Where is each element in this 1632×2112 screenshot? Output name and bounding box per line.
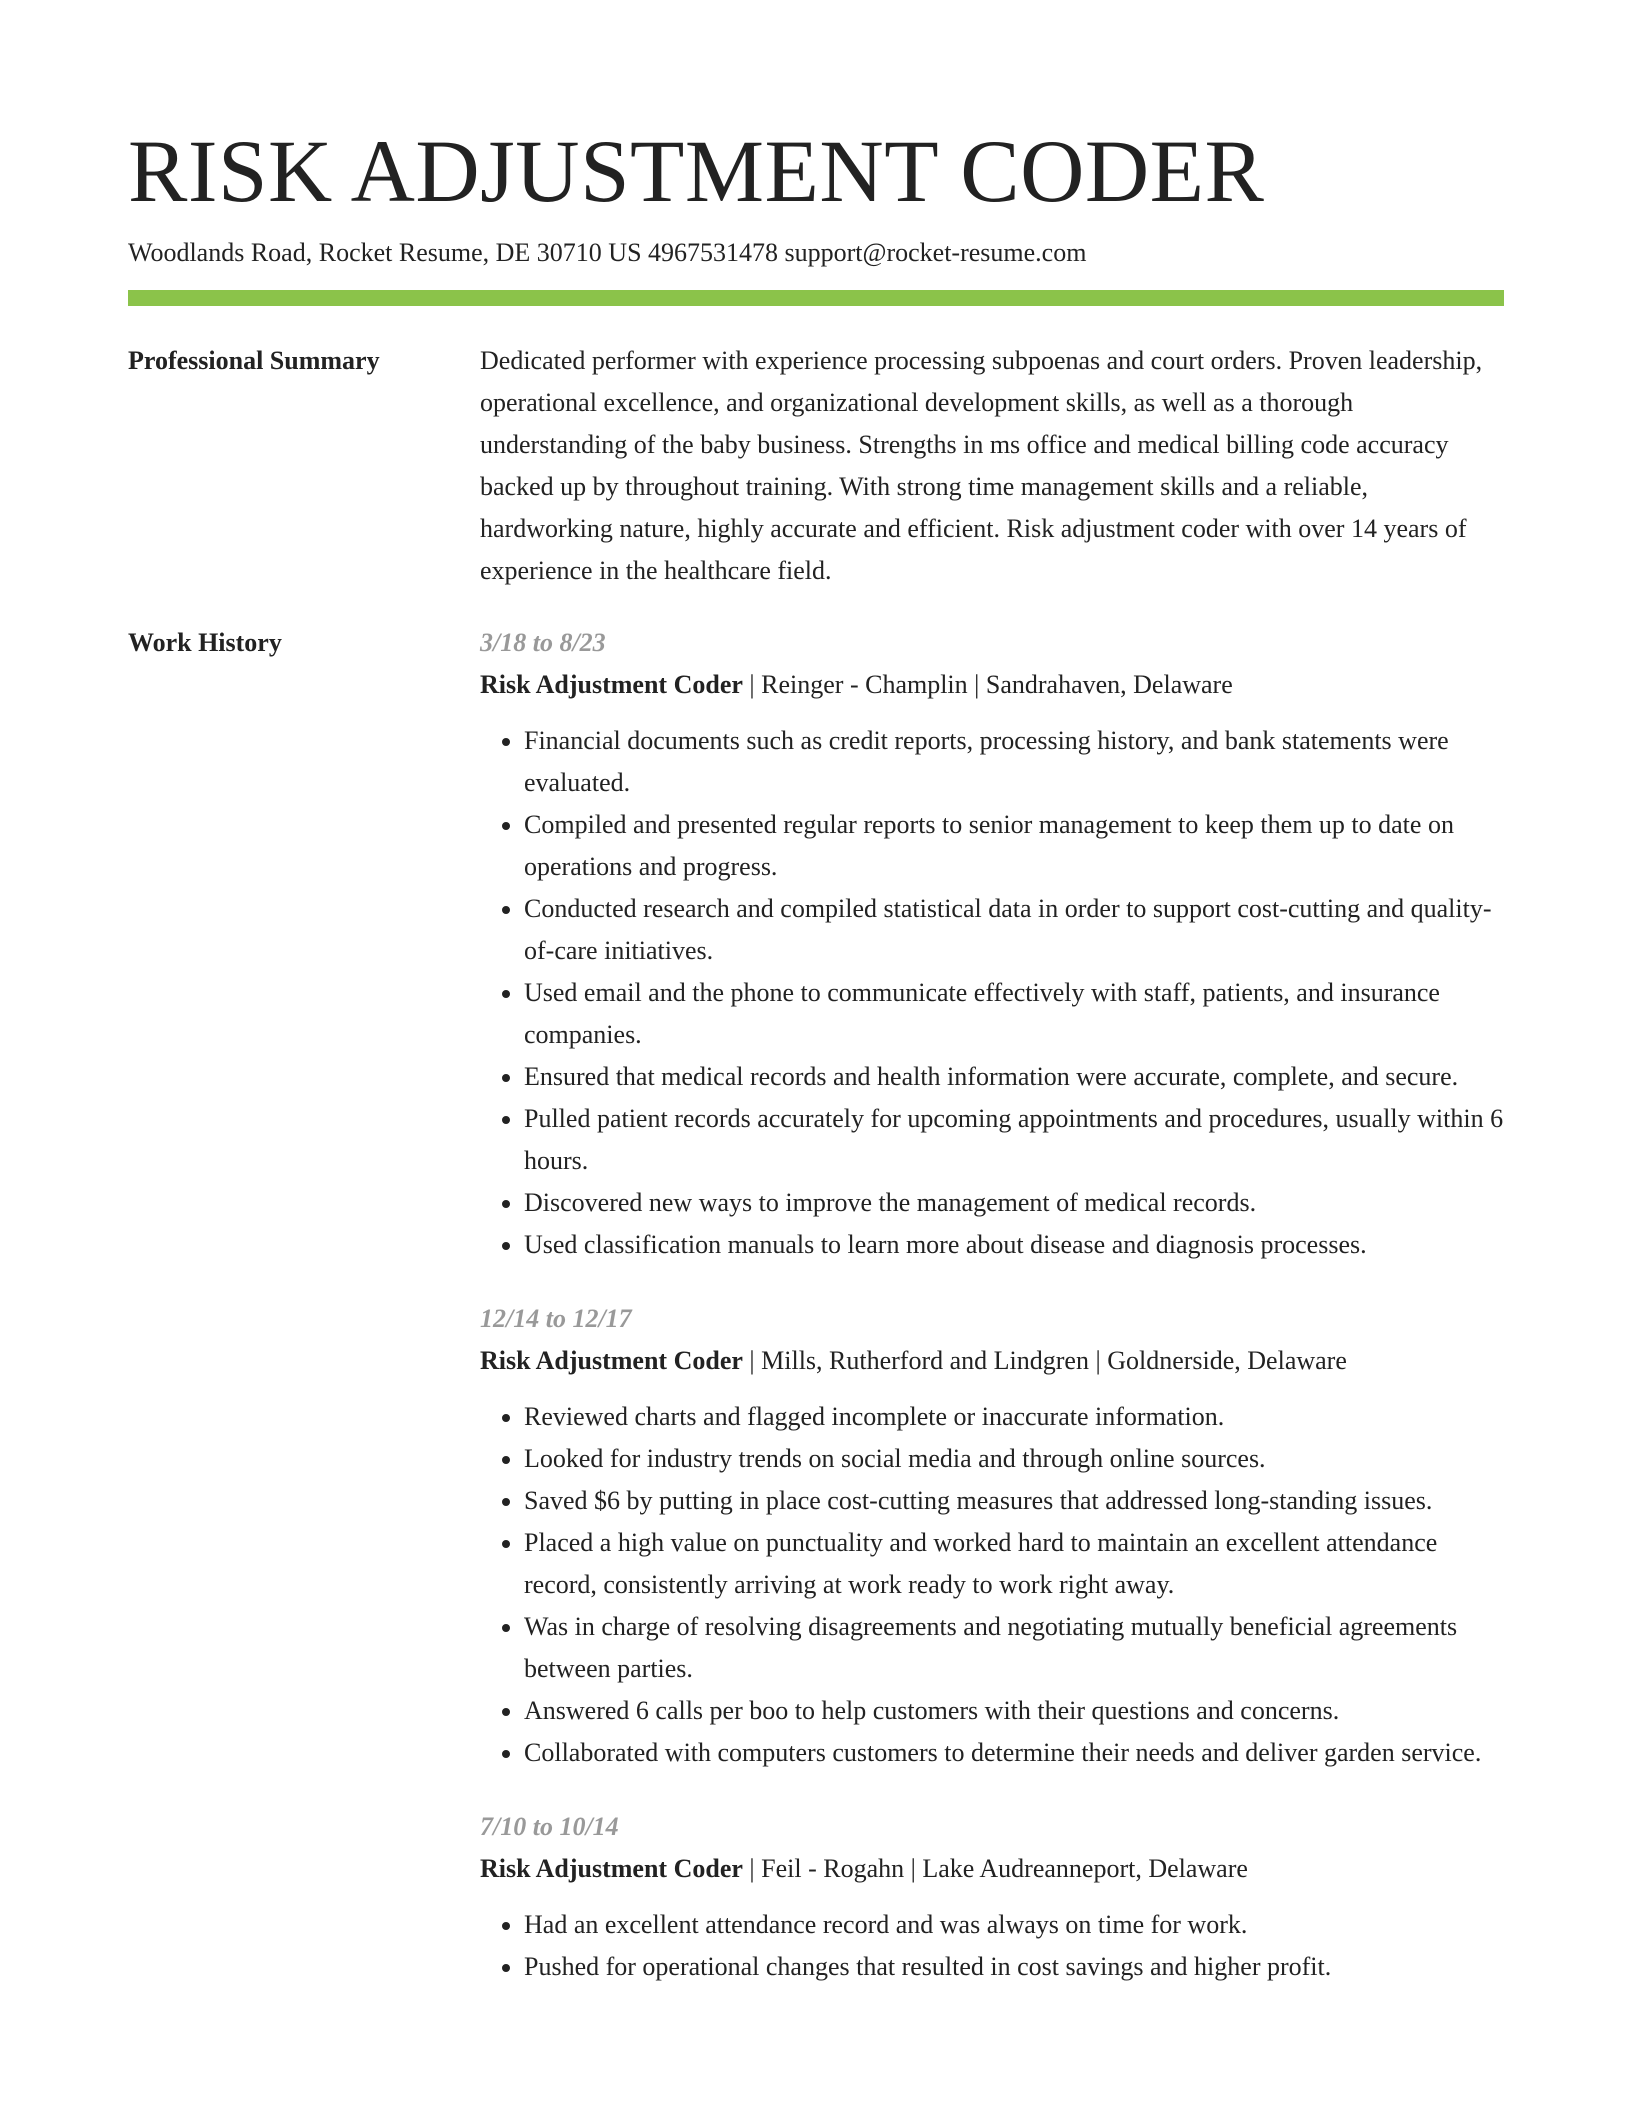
job-entry bbox=[480, 622, 1504, 1266]
resume-title: RISK ADJUSTMENT CODER bbox=[128, 123, 1265, 221]
job-dates: 3/18 to 8/23 bbox=[480, 628, 606, 657]
job-separator: | bbox=[742, 670, 762, 699]
job-location: Goldnerside, Delaware bbox=[1107, 1346, 1347, 1375]
header-divider bbox=[128, 290, 1504, 306]
job-location: Sandrahaven, Delaware bbox=[985, 670, 1233, 699]
job-location: Lake Audreanneport, Delaware bbox=[922, 1854, 1248, 1883]
job-company: Reinger - Champlin bbox=[761, 670, 968, 699]
job-company: Feil - Rogahn bbox=[761, 1854, 905, 1883]
job-bullet-list bbox=[480, 1396, 1504, 1774]
job-entry bbox=[480, 1298, 1504, 1774]
section-label-work-history: Work History bbox=[128, 628, 282, 657]
job-heading bbox=[480, 1848, 1504, 1890]
summary-section bbox=[128, 340, 1504, 592]
job-bullet-list bbox=[480, 1904, 1504, 1988]
contact-line: Woodlands Road, Rocket Resume, DE 30710 US 4967531478 support@rocket-resume.com bbox=[128, 238, 1087, 267]
job-bullet: • Reviewed charts and flagged incomplete or inaccurate information. bbox=[524, 1396, 1504, 1438]
job-separator: | bbox=[742, 1854, 762, 1883]
job-bullet: • Was in charge of resolving disagreements and negotiating mutually beneficial agreements between parties. bbox=[524, 1606, 1504, 1690]
job-bullet: • Pushed for operational changes that resulted in cost savings and higher profit. bbox=[524, 1946, 1504, 1988]
resume-page bbox=[128, 0, 1504, 1988]
job-company: Mills, Rutherford and Lindgren bbox=[761, 1346, 1089, 1375]
job-heading bbox=[480, 664, 1504, 706]
work-history-body bbox=[480, 622, 1504, 1988]
job-bullet: • Looked for industry trends on social media and through online sources. bbox=[524, 1438, 1504, 1480]
work-history-section bbox=[128, 622, 1504, 1988]
job-title: Risk Adjustment Coder bbox=[480, 1854, 743, 1883]
job-heading bbox=[480, 1340, 1504, 1382]
job-bullet: • Financial documents such as credit reports, processing history, and bank statements were evaluated. bbox=[524, 720, 1504, 804]
job-separator: | bbox=[742, 1346, 762, 1375]
job-entry bbox=[480, 1806, 1504, 1988]
job-dates: 12/14 to 12/17 bbox=[480, 1304, 632, 1333]
summary-body bbox=[480, 340, 1504, 592]
job-title: Risk Adjustment Coder bbox=[480, 1346, 743, 1375]
job-bullet: • Collaborated with computers customers to determine their needs and deliver garden service. bbox=[524, 1732, 1504, 1774]
job-bullet: • Compiled and presented regular reports to senior management to keep them up to date on operations and progress. bbox=[524, 804, 1504, 888]
section-label-summary: Professional Summary bbox=[128, 346, 380, 375]
job-bullet: • Pulled patient records accurately for upcoming appointments and procedures, usually within 6 hours. bbox=[524, 1098, 1504, 1182]
job-bullet: • Conducted research and compiled statistical data in order to support cost-cutting and quality-of-care initiatives. bbox=[524, 888, 1504, 972]
job-bullet: • Saved $6 by putting in place cost-cutting measures that addressed long-standing issues. bbox=[524, 1480, 1504, 1522]
job-bullet: • Answered 6 calls per boo to help customers with their questions and concerns. bbox=[524, 1690, 1504, 1732]
job-bullet: • Ensured that medical records and health information were accurate, complete, and secure. bbox=[524, 1056, 1504, 1098]
summary-text: Dedicated performer with experience processing subpoenas and court orders. Proven leadership, operational excellence, and organizational development skills, as well as a thorough understanding of the baby business. Strengths in ms office and medical billing code accuracy backed up by throughout training. With strong time management skills and a reliable, hardworking nature, highly accurate and efficient. Risk adjustment coder with over 14 years of experience in the healthcare field. bbox=[480, 346, 1483, 585]
job-bullet: • Discovered new ways to improve the management of medical records. bbox=[524, 1182, 1504, 1224]
job-bullet: • Had an excellent attendance record and was always on time for work. bbox=[524, 1904, 1504, 1946]
job-title: Risk Adjustment Coder bbox=[480, 670, 743, 699]
job-separator: | bbox=[967, 670, 986, 699]
job-separator: | bbox=[904, 1854, 923, 1883]
job-bullet: • Placed a high value on punctuality and worked hard to maintain an excellent attendance record, consistently arriving at work ready to work right away. bbox=[524, 1522, 1504, 1606]
job-bullet: • Used classification manuals to learn more about disease and diagnosis processes. bbox=[524, 1224, 1504, 1266]
job-bullet-list bbox=[480, 720, 1504, 1266]
job-separator: | bbox=[1088, 1346, 1108, 1375]
job-dates: 7/10 to 10/14 bbox=[480, 1812, 619, 1841]
job-bullet: • Used email and the phone to communicate effectively with staff, patients, and insurance companies. bbox=[524, 972, 1504, 1056]
